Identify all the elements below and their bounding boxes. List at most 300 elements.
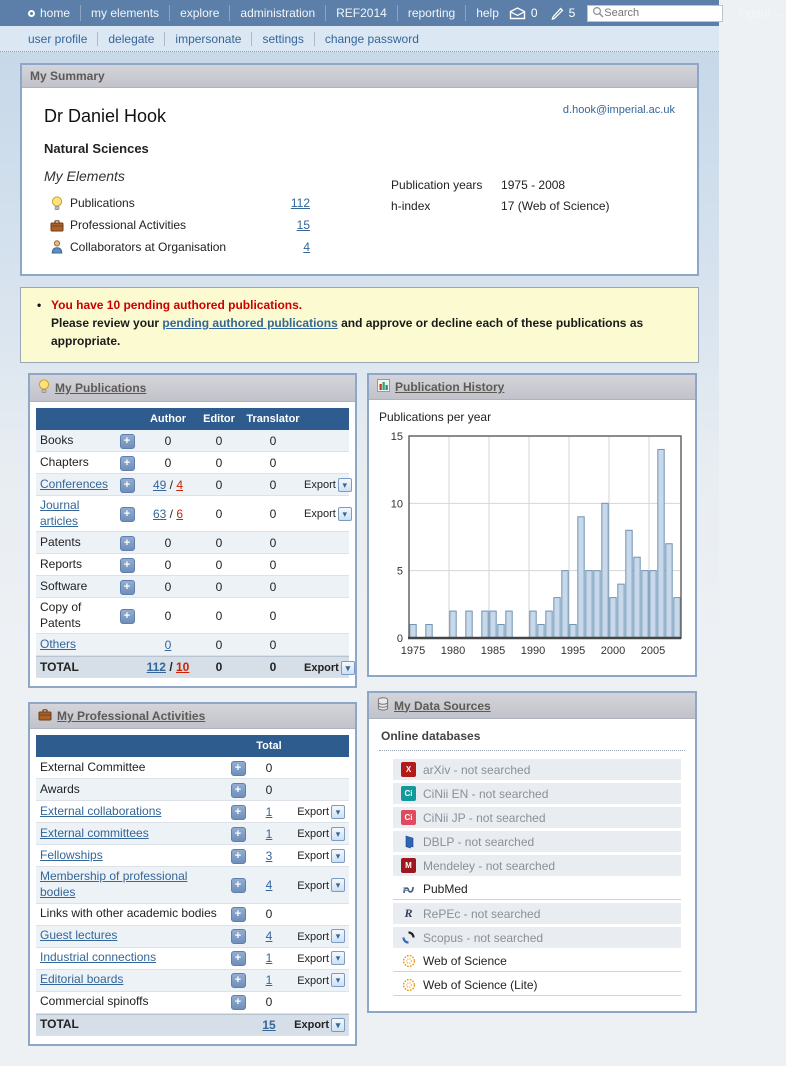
add-button[interactable]: +: [231, 761, 246, 776]
scopus-icon: [401, 930, 416, 945]
publications-total-row: [36, 656, 349, 678]
y-tick-label: 5: [396, 565, 403, 578]
export-dropdown-button[interactable]: ▾: [331, 878, 345, 892]
nav-item-ref2014[interactable]: REF2014: [325, 5, 397, 21]
count-cell: 0: [265, 760, 273, 775]
table-row: [36, 452, 349, 474]
export-cell: [304, 660, 359, 675]
row-label: [36, 928, 225, 944]
bar-1985: [490, 611, 496, 638]
page-content: [0, 52, 719, 1066]
count-cell: 0: [269, 455, 277, 470]
count-cell: 0: [215, 535, 223, 550]
column-header-editor: Editor: [203, 413, 235, 425]
alert-detail: Please review your pending authored publications and approve or decline each of these publications as appropriate.: [51, 316, 644, 348]
add-button[interactable]: +: [231, 878, 246, 893]
add-cell: [114, 433, 140, 449]
logout-button[interactable]: logout →: [738, 6, 786, 20]
add-button[interactable]: +: [231, 849, 246, 864]
row-label: Links with other academic bodies: [40, 906, 217, 921]
summary-stats: [391, 178, 675, 220]
bar-1980: [450, 611, 456, 638]
count-cell: [251, 805, 287, 819]
wos-icon: [401, 954, 416, 969]
table-row: [36, 598, 349, 634]
count-link[interactable]: 0: [164, 637, 172, 652]
home-icon: [28, 10, 35, 17]
online-databases-heading: Online databases: [379, 727, 685, 751]
data-source-arxiv[interactable]: [393, 759, 681, 780]
row-label: [36, 950, 225, 966]
bar-1986: [498, 625, 504, 638]
subnav-item-impersonate[interactable]: impersonate: [164, 32, 251, 46]
count-cell: [251, 951, 287, 965]
count-link[interactable]: 49: [152, 477, 167, 492]
count-cell: 0: [269, 506, 277, 521]
element-row-professional-activities: [44, 214, 391, 236]
bar-2007: [666, 544, 672, 638]
nav-item-administration[interactable]: administration: [229, 5, 325, 21]
nav-item-my-elements[interactable]: my elements: [80, 5, 169, 21]
x-tick-label: 1980: [440, 645, 466, 657]
activities-table-header: [36, 735, 349, 757]
my-data-sources-title[interactable]: My Data Sources: [394, 698, 491, 713]
row-label: TOTAL: [40, 1016, 79, 1031]
element-label: Professional Activities: [70, 218, 187, 232]
add-button[interactable]: +: [120, 507, 135, 522]
bar-2004: [642, 571, 648, 638]
publication-history-panel: [367, 373, 697, 677]
add-cell: [225, 950, 251, 966]
search-box: [587, 5, 723, 22]
element-count: [270, 240, 310, 254]
nav-item-explore[interactable]: explore: [169, 5, 229, 21]
count-link[interactable]: 3: [265, 848, 273, 863]
count-link[interactable]: 1: [265, 826, 273, 841]
export-cell: [287, 804, 349, 819]
bar-2000: [610, 598, 616, 638]
repec-icon: R: [404, 906, 413, 920]
search-input[interactable]: [604, 7, 714, 19]
x-tick-label: 1990: [520, 645, 546, 657]
export-cell: [287, 848, 349, 863]
mendeley-icon: M: [401, 858, 416, 873]
add-cell: [225, 760, 251, 776]
data-source-cinii-en[interactable]: [393, 783, 681, 804]
export-label: Export: [304, 479, 336, 492]
author-count-cell: 0: [164, 535, 172, 550]
add-button[interactable]: +: [231, 995, 246, 1010]
export-dropdown-button[interactable]: ▾: [331, 951, 345, 965]
subnav-item-settings[interactable]: settings: [251, 32, 313, 46]
stat-row-publication-years: [391, 178, 675, 199]
x-tick-label: 2005: [640, 645, 666, 657]
pencil-count: 5: [568, 6, 576, 20]
data-source-repec[interactable]: [393, 903, 681, 924]
add-button[interactable]: +: [231, 805, 246, 820]
data-source-cinii-jp[interactable]: [393, 807, 681, 828]
pending-count-link[interactable]: 10: [176, 660, 190, 675]
arxiv-icon: X: [401, 762, 416, 777]
y-tick-label: 15: [390, 431, 403, 443]
count-link[interactable]: 1: [265, 951, 273, 966]
add-cell: [114, 506, 140, 522]
row-label: External Committee: [40, 760, 146, 775]
element-count-link[interactable]: 4: [303, 240, 310, 254]
data-source-mendeley[interactable]: [393, 855, 681, 876]
author-count-cell: 0: [164, 579, 172, 594]
stat-row-h-index: [391, 199, 675, 220]
count-cell: 0: [269, 579, 277, 594]
database-icon: [377, 697, 389, 714]
secondary-navigation-bar: [0, 26, 719, 52]
bar-2003: [634, 557, 640, 638]
export-dropdown-button[interactable]: ▾: [331, 849, 345, 863]
data-source-web-of-science-lite[interactable]: [393, 975, 681, 996]
data-sources-list: [393, 759, 681, 996]
publication-history-title[interactable]: Publication History: [395, 380, 505, 394]
bar-2002: [626, 530, 632, 638]
row-label-link[interactable]: Journal articles: [40, 498, 80, 528]
stat-label: Publication years: [391, 178, 483, 192]
count-link[interactable]: 1: [265, 804, 273, 819]
primary-nav-items: [18, 0, 509, 26]
count-link[interactable]: 112: [146, 660, 166, 675]
count-link[interactable]: 4: [265, 929, 273, 944]
row-label-link[interactable]: Conferences: [40, 476, 109, 491]
activities-table: [30, 729, 355, 1043]
bar-1975: [410, 625, 416, 638]
table-row: [36, 576, 349, 598]
add-button[interactable]: +: [231, 827, 246, 842]
publication-history-body: [369, 400, 695, 675]
row-label: [36, 804, 225, 820]
export-label: Export: [297, 930, 329, 943]
my-publications-title[interactable]: My Publications: [55, 381, 147, 395]
add-cell: [225, 848, 251, 864]
count-cell: 0: [215, 506, 223, 521]
add-cell: [225, 906, 251, 922]
count-cell: [251, 827, 287, 841]
export-dropdown-button[interactable]: ▾: [331, 1018, 345, 1032]
data-source-label: RePEc - not searched: [423, 906, 541, 921]
export-label: Export: [304, 508, 336, 521]
count-cell: 0: [269, 608, 277, 623]
user-department: Natural Sciences: [44, 141, 149, 156]
my-professional-activities-panel: [28, 702, 357, 1045]
element-count-link[interactable]: 112: [290, 196, 310, 210]
add-button[interactable]: +: [231, 929, 246, 944]
my-professional-activities-header: [30, 704, 355, 729]
export-label: Export: [297, 828, 329, 841]
nav-item-reporting[interactable]: reporting: [397, 5, 465, 21]
row-label-link[interactable]: Guest lectures: [40, 928, 118, 943]
data-source-label: DBLP - not searched: [423, 834, 535, 849]
nav-item-help[interactable]: help: [465, 5, 509, 21]
count-cell: 0: [215, 433, 223, 448]
row-label-link[interactable]: Others: [40, 637, 77, 652]
export-cell: [287, 929, 349, 944]
count-cell: 0: [265, 907, 273, 922]
count-cell: [251, 878, 287, 892]
bar-2006: [658, 449, 664, 638]
pubmed-icon: [401, 882, 416, 897]
count-link[interactable]: 15: [262, 1017, 276, 1032]
my-summary-header: [22, 65, 697, 88]
pending-publications-link[interactable]: pending authored publications: [162, 316, 338, 330]
pending-count-link[interactable]: 6: [176, 506, 184, 521]
user-full-name: Dr Daniel Hook: [44, 106, 167, 126]
author-count-cell: [140, 638, 196, 652]
subnav-item-user-profile[interactable]: user profile: [28, 31, 88, 46]
dblp-icon: [401, 834, 416, 849]
add-cell: [225, 877, 251, 893]
table-row: [36, 634, 349, 656]
bar-1992: [546, 611, 552, 638]
export-cell: [287, 826, 349, 841]
export-dropdown-button[interactable]: ▾: [341, 661, 355, 675]
row-label: Copy of Patents: [40, 600, 82, 630]
add-cell: [225, 972, 251, 988]
export-label: Export: [304, 661, 339, 674]
x-tick-label: 1985: [480, 645, 506, 657]
person-icon: [44, 240, 70, 254]
column-header-translator: Translator: [246, 413, 300, 425]
cinii-jp-icon: Ci: [401, 810, 416, 825]
table-row: [36, 904, 349, 926]
my-data-sources-header: [369, 693, 695, 719]
row-label-link[interactable]: Membership of professional bodies: [40, 869, 188, 899]
table-row: [36, 867, 349, 903]
count-cell: 0: [269, 660, 277, 675]
add-cell: [225, 804, 251, 820]
bar-1977: [426, 625, 432, 638]
bar-1990: [530, 611, 536, 638]
bar-2008: [674, 598, 680, 638]
author-count-cell: 63 / 6: [152, 506, 184, 521]
export-cell: [287, 973, 349, 988]
count-cell: 0: [265, 995, 273, 1010]
count-cell: 0: [215, 477, 223, 492]
add-button[interactable]: +: [120, 558, 135, 573]
bar-1982: [466, 611, 472, 638]
row-label: [36, 826, 225, 842]
my-summary-body: [22, 88, 697, 274]
author-count-cell: 112 / 10: [146, 660, 190, 675]
mail-count: 0: [530, 6, 538, 20]
data-source-label: CiNii EN - not searched: [423, 786, 549, 801]
export-cell: [304, 477, 356, 492]
data-source-web-of-science[interactable]: [393, 951, 681, 972]
lightbulb-icon: [44, 196, 70, 211]
export-cell: [287, 1017, 349, 1032]
add-button[interactable]: +: [120, 580, 135, 595]
alert-headline: • You have 10 pending authored publications.: [37, 298, 303, 312]
x-tick-label: 1975: [400, 645, 426, 657]
author-count-cell: 0: [164, 455, 172, 470]
export-label: Export: [297, 952, 329, 965]
row-label: Awards: [40, 782, 80, 797]
nav-item-home[interactable]: home: [18, 5, 80, 21]
table-row: [36, 779, 349, 801]
bar-1993: [554, 598, 560, 638]
row-label: Commercial spinoffs: [40, 994, 149, 1009]
export-label: Export: [297, 879, 329, 892]
count-cell: [251, 929, 287, 943]
element-count-link[interactable]: 15: [296, 218, 310, 232]
row-label: [36, 498, 114, 529]
publication-history-header: [369, 375, 695, 400]
data-source-label: PubMed: [423, 882, 468, 896]
table-row: [36, 970, 349, 992]
export-cell: [304, 506, 356, 521]
table-row: [36, 801, 349, 823]
count-cell: 0: [269, 477, 277, 492]
bar-1994: [562, 571, 568, 638]
my-publications-panel: [28, 373, 357, 688]
data-source-label: arXiv - not searched: [423, 762, 531, 777]
publication-history-chart: [379, 430, 687, 662]
count-link[interactable]: 1: [265, 973, 273, 988]
count-cell: 0: [265, 782, 273, 797]
row-label-link[interactable]: Industrial connections: [40, 950, 157, 965]
stat-label: h-index: [391, 199, 431, 213]
count-cell: 0: [215, 608, 223, 623]
export-dropdown-button[interactable]: ▾: [331, 805, 345, 819]
my-elements-list: [44, 192, 391, 258]
pending-count-link[interactable]: 4: [176, 477, 184, 492]
count-cell: [251, 973, 287, 987]
count-cell: [251, 849, 287, 863]
table-row: [36, 823, 349, 845]
count-link[interactable]: 63: [152, 506, 167, 521]
table-row: [36, 926, 349, 948]
bar-2001: [618, 584, 624, 638]
add-cell: [114, 455, 140, 471]
data-source-scopus[interactable]: [393, 927, 681, 948]
bar-1997: [586, 571, 592, 638]
count-cell: 0: [269, 535, 277, 550]
search-icon: [592, 6, 604, 21]
data-source-pubmed[interactable]: [393, 879, 681, 900]
lightbulb-icon: [38, 379, 50, 397]
data-source-label: Web of Science: [423, 954, 507, 968]
count-link[interactable]: 4: [265, 877, 273, 892]
export-label: Export: [297, 806, 329, 819]
element-label: Collaborators at Organisation: [70, 240, 227, 254]
row-label: [36, 972, 225, 988]
row-label: [36, 637, 114, 653]
add-cell: [114, 608, 140, 624]
export-label: Export: [297, 974, 329, 987]
element-count: [270, 196, 310, 210]
export-dropdown-button[interactable]: ▾: [331, 973, 345, 987]
row-label: Chapters: [40, 454, 89, 469]
row-label-link[interactable]: External committees: [40, 826, 149, 841]
add-cell: [114, 557, 140, 573]
add-button[interactable]: +: [120, 434, 135, 449]
row-label-link[interactable]: Editorial boards: [40, 972, 124, 987]
my-summary-panel: [20, 63, 699, 276]
wos-lite-icon: [401, 978, 416, 993]
table-row: [36, 496, 349, 532]
subnav-item-change-password[interactable]: change password: [314, 32, 429, 46]
add-button[interactable]: +: [120, 478, 135, 493]
data-source-dblp[interactable]: [393, 831, 681, 852]
add-button[interactable]: +: [231, 973, 246, 988]
row-label: [36, 848, 225, 864]
nav-right-tools: [509, 5, 786, 22]
user-email-link[interactable]: d.hook@imperial.ac.uk: [562, 104, 675, 116]
mail-icon[interactable]: [509, 7, 526, 20]
table-row: [36, 430, 349, 452]
bullet-icon: •: [37, 298, 42, 312]
row-label: Reports: [40, 556, 83, 571]
add-cell: [225, 994, 251, 1010]
row-label-link[interactable]: Fellowships: [40, 848, 103, 863]
pending-publications-alert: [20, 287, 699, 363]
my-professional-activities-title[interactable]: My Professional Activities: [57, 709, 206, 724]
add-cell: [225, 782, 251, 798]
top-navigation-bar: [0, 0, 786, 26]
chart-title: Publications per year: [379, 410, 492, 424]
table-row: [36, 845, 349, 867]
count-cell: 0: [269, 433, 277, 448]
data-sources-body: [369, 719, 695, 1011]
row-label: Software: [40, 578, 88, 593]
data-source-label: Scopus - not searched: [423, 930, 544, 945]
add-button[interactable]: +: [231, 907, 246, 922]
add-button[interactable]: +: [120, 456, 135, 471]
row-label: Books: [40, 432, 74, 447]
add-button[interactable]: +: [120, 609, 135, 624]
row-label: [36, 477, 114, 493]
my-summary-title: My Summary: [30, 69, 105, 83]
export-dropdown-button[interactable]: ▾: [338, 478, 352, 492]
author-count-cell: 0: [164, 608, 172, 623]
bar-1996: [578, 517, 584, 638]
add-cell: [225, 826, 251, 842]
y-tick-label: 10: [390, 498, 403, 511]
x-tick-label: 2000: [600, 645, 626, 657]
bar-1998: [594, 571, 600, 638]
element-row-publications: [44, 192, 391, 214]
bar-chart-icon: [377, 379, 390, 395]
add-cell: [114, 579, 140, 595]
stat-value: 17 (Web of Science): [501, 199, 610, 213]
add-cell: [114, 535, 140, 551]
table-row: [36, 757, 349, 779]
author-count-cell: 0: [164, 557, 172, 572]
add-button[interactable]: +: [120, 536, 135, 551]
count-cell: 0: [269, 637, 277, 652]
logout-arrow-icon: →: [774, 6, 786, 20]
export-dropdown-button[interactable]: ▾: [331, 929, 345, 943]
row-label-link[interactable]: External collaborations: [40, 804, 162, 819]
author-count-cell: 0: [164, 433, 172, 448]
export-dropdown-button[interactable]: ▾: [331, 827, 345, 841]
subnav-item-delegate[interactable]: delegate: [97, 32, 164, 46]
bar-2005: [650, 571, 656, 638]
add-button[interactable]: +: [231, 783, 246, 798]
pencil-icon[interactable]: [550, 6, 564, 20]
export-dropdown-button[interactable]: ▾: [338, 507, 352, 521]
bar-1987: [506, 611, 512, 638]
table-row: [36, 948, 349, 970]
add-button[interactable]: +: [231, 951, 246, 966]
column-header-total: Total: [256, 740, 282, 753]
count-cell: 0: [269, 557, 277, 572]
